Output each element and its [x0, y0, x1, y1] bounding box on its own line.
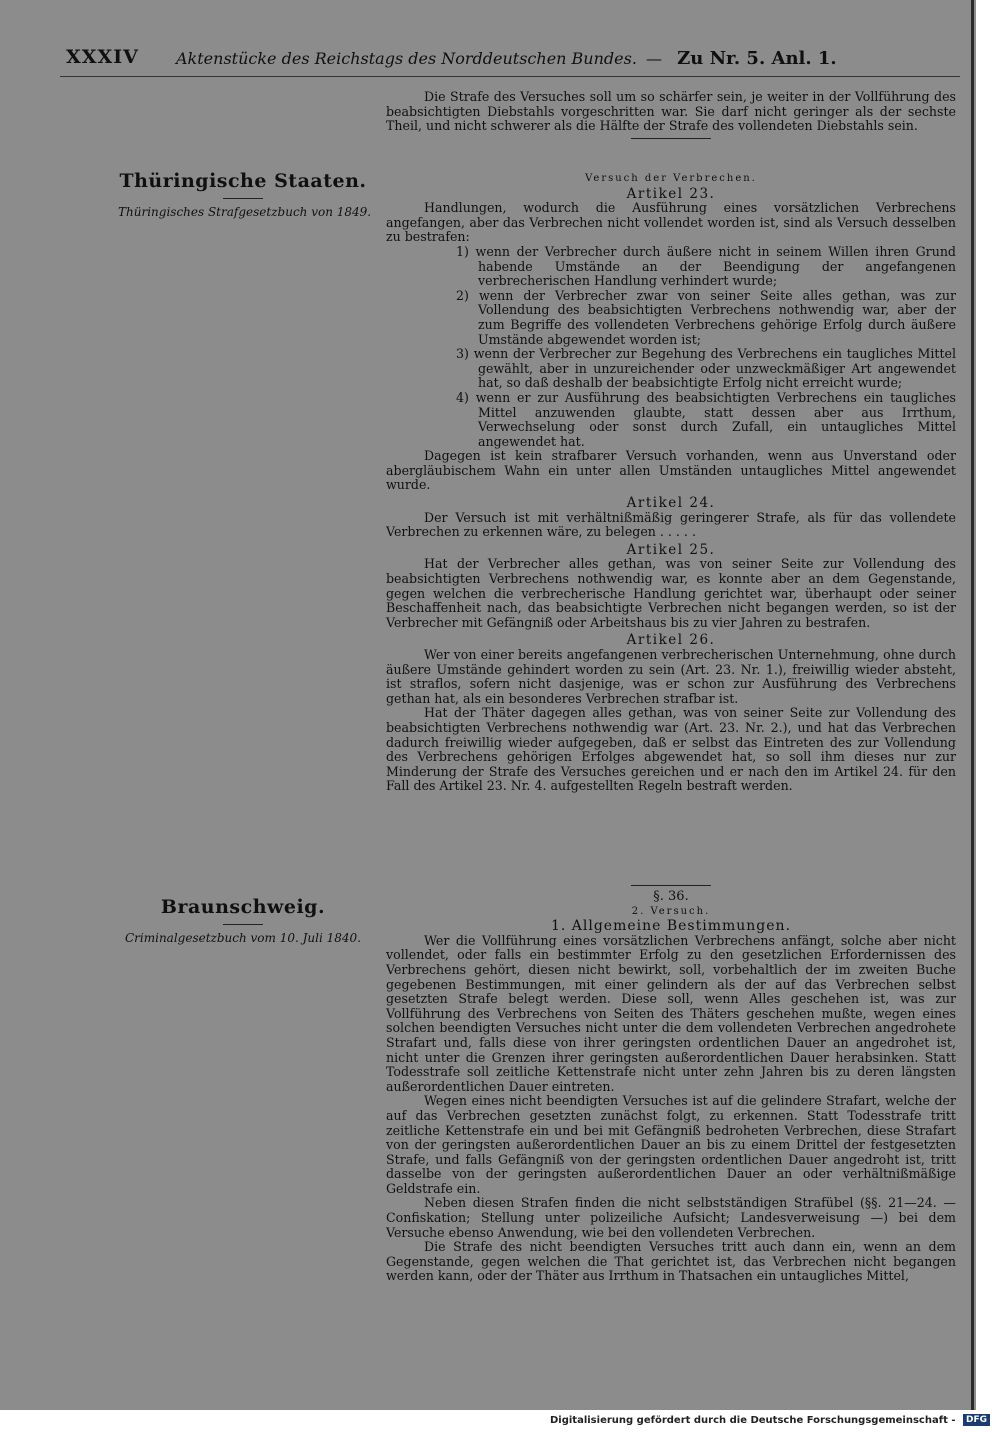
list-item: 4) wenn er zur Ausführung des beabsichtigten Verbrechens ein taugliches Mittel anzuwenden glaubte, statt dessen aber aus Irrthum, Verwechselung oder sonst durch Zufall, ein untaugliches Mittel angewendet hat. — [456, 389, 956, 449]
page-edge-line — [971, 0, 974, 1410]
paragraph-number: §. 36. — [653, 889, 689, 904]
title-separator: — — [646, 49, 663, 68]
digitization-footer — [550, 1414, 990, 1426]
supplement-ref: Zu Nr. 5. Anl. 1. — [677, 48, 837, 69]
article-26-paragraph-1: Wer von einer bereits angefangenen verbrecherischen Unternehmung, ohne durch äußere Umstände gehindert worden zu sein (Art. 23. Nr. 1.), freiwillig wieder absteht, ist straflos, sofern nicht dasjenige, was er schon zur Ausführung des Verbrechens gethan hat, als ein besonderes Verbrechen strafbar ist. — [386, 647, 956, 706]
brunswick-paragraph-1: Wer die Vollführung eines vorsätzlichen Verbrechens anfängt, solche aber nicht vollendet, oder falls ein bestimmter Erfolg zu den gesetzlichen Erfordernissen des Verbrechens gehört, diesen nicht bewirkt, soll, vorbehaltlich der im zweiten Buche gegebenen Bestimmungen, mit einer gelindern als der auf das Verbrechen selbst gesetzten Strafe belegt werden. Diese soll, wenn Alles geschehen ist, was zur Vollführung des Verbrechens von Seiten des Thäters geschehen mußte, wegen eines solchen beendigten Versuches nicht unter die dem vollendeten Verbrechen angedrohete Strafart und, falls diese von ihrer geringsten ordentlichen Dauer an angedrohet ist, nicht unter die Grenzen ihrer geringsten außerordentlichen Dauer herabsinken. Statt Todesstrafe soll zeitliche Kettenstrafe nicht unter zehn Jahren bis zu deren längsten außerordentlichen Dauer eintreten. — [386, 932, 956, 1094]
article-24-text: Der Versuch ist mit verhältnißmäßig geringerer Strafe, als für das vollendete Verbrechen zu erkennen wäre, zu belegen . . . . . — [386, 509, 956, 540]
thuringia-text — [386, 172, 956, 794]
margin-heading-thuringia — [118, 170, 372, 219]
code-title-brunswick: Criminalgesetzbuch vom 10. Juli 1840. — [124, 931, 362, 945]
dfg-logo: DFG — [963, 1414, 990, 1426]
subsection-title: 2. Versuch. — [631, 905, 711, 917]
article-26-paragraph-2: Hat der Thäter dagegen alles gethan, was von seiner Seite zur Vollendung des beabsichtigten Verbrechens nothwendig war (Art. 23. Nr. 2.), und hat das Verbrechen dadurch freiwillig wieder aufgegeben, daß er selbst das Eintreten des zur Vollendung des Verbrechens gehörigen Erfolges abgewendet hat, so soll ihm dieses nur zur Minderung der Strafe des Versuches gereichen und er nach den im Artikel 24. für den Fall des Artikel 23. Nr. 4. aufgestellten Regeln bestraft werden. — [386, 705, 956, 794]
section-rule — [631, 138, 711, 139]
code-title-thuringia: Thüringisches Strafgesetzbuch von 1849. — [118, 205, 372, 219]
running-title-text: Aktenstücke des Reichstags des Norddeutschen Bundes. — [176, 49, 637, 68]
brunswick-paragraph-4: Die Strafe des nicht beendigten Versuches tritt auch dann ein, wenn an dem Gegenstande, gegen welchen die That gerichtet ist, das Verbrechen nicht begangen werden kann, oder der Thäter aus Irrthum in Thatsachen ein untaugliches Mittel, — [386, 1239, 956, 1284]
list-item: 2) wenn der Verbrecher zwar von seiner Seite alles gethan, was zur Vollendung des beabsichtigten Verbrechens nothwendig war, aber der zum Begriffe des vollendeten Verbrechens gehörige Erfolg durch äußere Umstände abgewendet worden ist; — [456, 287, 956, 347]
state-rule — [223, 924, 263, 925]
intro-paragraph: Die Strafe des Versuches soll um so schärfer sein, je weiter in der Vollführung des beabsichtigten Diebstahls vorgeschritten war. Sie darf nicht geringer als der sechste Theil, und nicht schwerer als die Hälfte der Strafe des vollendeten Diebstahls sein. — [386, 89, 956, 134]
intro-block — [386, 90, 956, 143]
list-item: 1) wenn der Verbrecher durch äußere nicht in seinem Willen ihren Grund habende Umstände an der Beendigung der angefangenen verbrecherischen Handlung verhindert wurde; — [456, 243, 956, 289]
general-provisions-heading: 1. Allgemeine Bestimmungen. — [550, 918, 792, 935]
brunswick-paragraph-3: Neben diesen Strafen finden die nicht selbstständigen Strafübel (§§. 21—24. — Confiskation; Stellung unter polizeiliche Aufsicht; Landesverweisung —) bei dem Versuche ebenso Anwendung, wie bei den vollendeten Verbrechen. — [386, 1195, 956, 1240]
article-23-list — [456, 245, 956, 449]
running-title — [176, 48, 837, 69]
section-rule — [631, 885, 711, 886]
article-23-heading: Artikel 23. — [626, 185, 716, 202]
section-title: Versuch der Verbrechen. — [585, 173, 757, 184]
brunswick-paragraph-2: Wegen eines nicht beendigten Versuches ist auf die gelindere Strafart, welche der auf das Verbrechen gesetzten zunächst folgt, zu erkennen. Statt Todesstrafe tritt zeitliche Kettenstrafe ein und bei mit Gefängniß bedroheten Verbrechen, diese Strafart von der geringsten außerordentlichen Dauer an bis zu einem Drittel der festgesetzten Strafe, und falls Gefängniß von der geringsten ordentlichen Dauer angedroht ist, tritt dasselbe von der geringsten außerordentlichen Dauer an oder verhältnißmäßige Geldstrafe ein. — [386, 1093, 956, 1196]
state-name-thuringia: Thüringische Staaten. — [119, 170, 367, 192]
article-23-lead: Handlungen, wodurch die Ausführung eines vorsätzlichen Verbrechens angefangen, aber das Verbrechen nicht vollendet worden ist, sind als Versuch desselben zu bestrafen: — [386, 200, 956, 245]
page-header — [66, 46, 866, 70]
article-26-heading: Artikel 26. — [626, 632, 716, 649]
margin-heading-brunswick — [118, 896, 368, 945]
brunswick-text — [386, 882, 956, 1284]
list-item: 3) wenn der Verbrecher zur Begehung des Verbrechens ein taugliches Mittel gewählt, aber in unzureichender oder unzweckmäßiger Art angewendet hat, so daß deshalb der beabsichtigte Erfolg nicht erreicht wurde; — [456, 346, 956, 391]
state-name-brunswick: Braunschweig. — [160, 896, 326, 918]
footer-text: Digitalisierung gefördert durch die Deutsche Forschungsgemeinschaft - — [549, 1415, 956, 1426]
page-number: XXXIV — [66, 46, 139, 68]
article-23-tail: Dagegen ist kein strafbarer Versuch vorhanden, wenn aus Unverstand oder abergläubischem Wahn ein unter allen Umständen untaugliches Mittel angewendet wurde. — [386, 448, 956, 493]
state-rule — [223, 198, 263, 199]
article-25-text: Hat der Verbrecher alles gethan, was von seiner Seite zur Vollendung des beabsichtigten Verbrechens nothwendig war, es konnte aber an dem Gegenstande, gegen welchen die verbrecherische Handlung gerichtet war, überhaupt oder seiner Beschaffenheit nach, das beabsichtigte Verbrechen nicht begangen werden, so ist der Verbrecher mit Gefängniß oder Arbeitshaus bis zu vier Jahren zu bestrafen. — [386, 556, 956, 630]
article-25-heading: Artikel 25. — [626, 541, 716, 558]
page-margin — [976, 0, 1000, 1410]
header-rule — [60, 76, 960, 77]
article-24-heading: Artikel 24. — [626, 495, 716, 512]
